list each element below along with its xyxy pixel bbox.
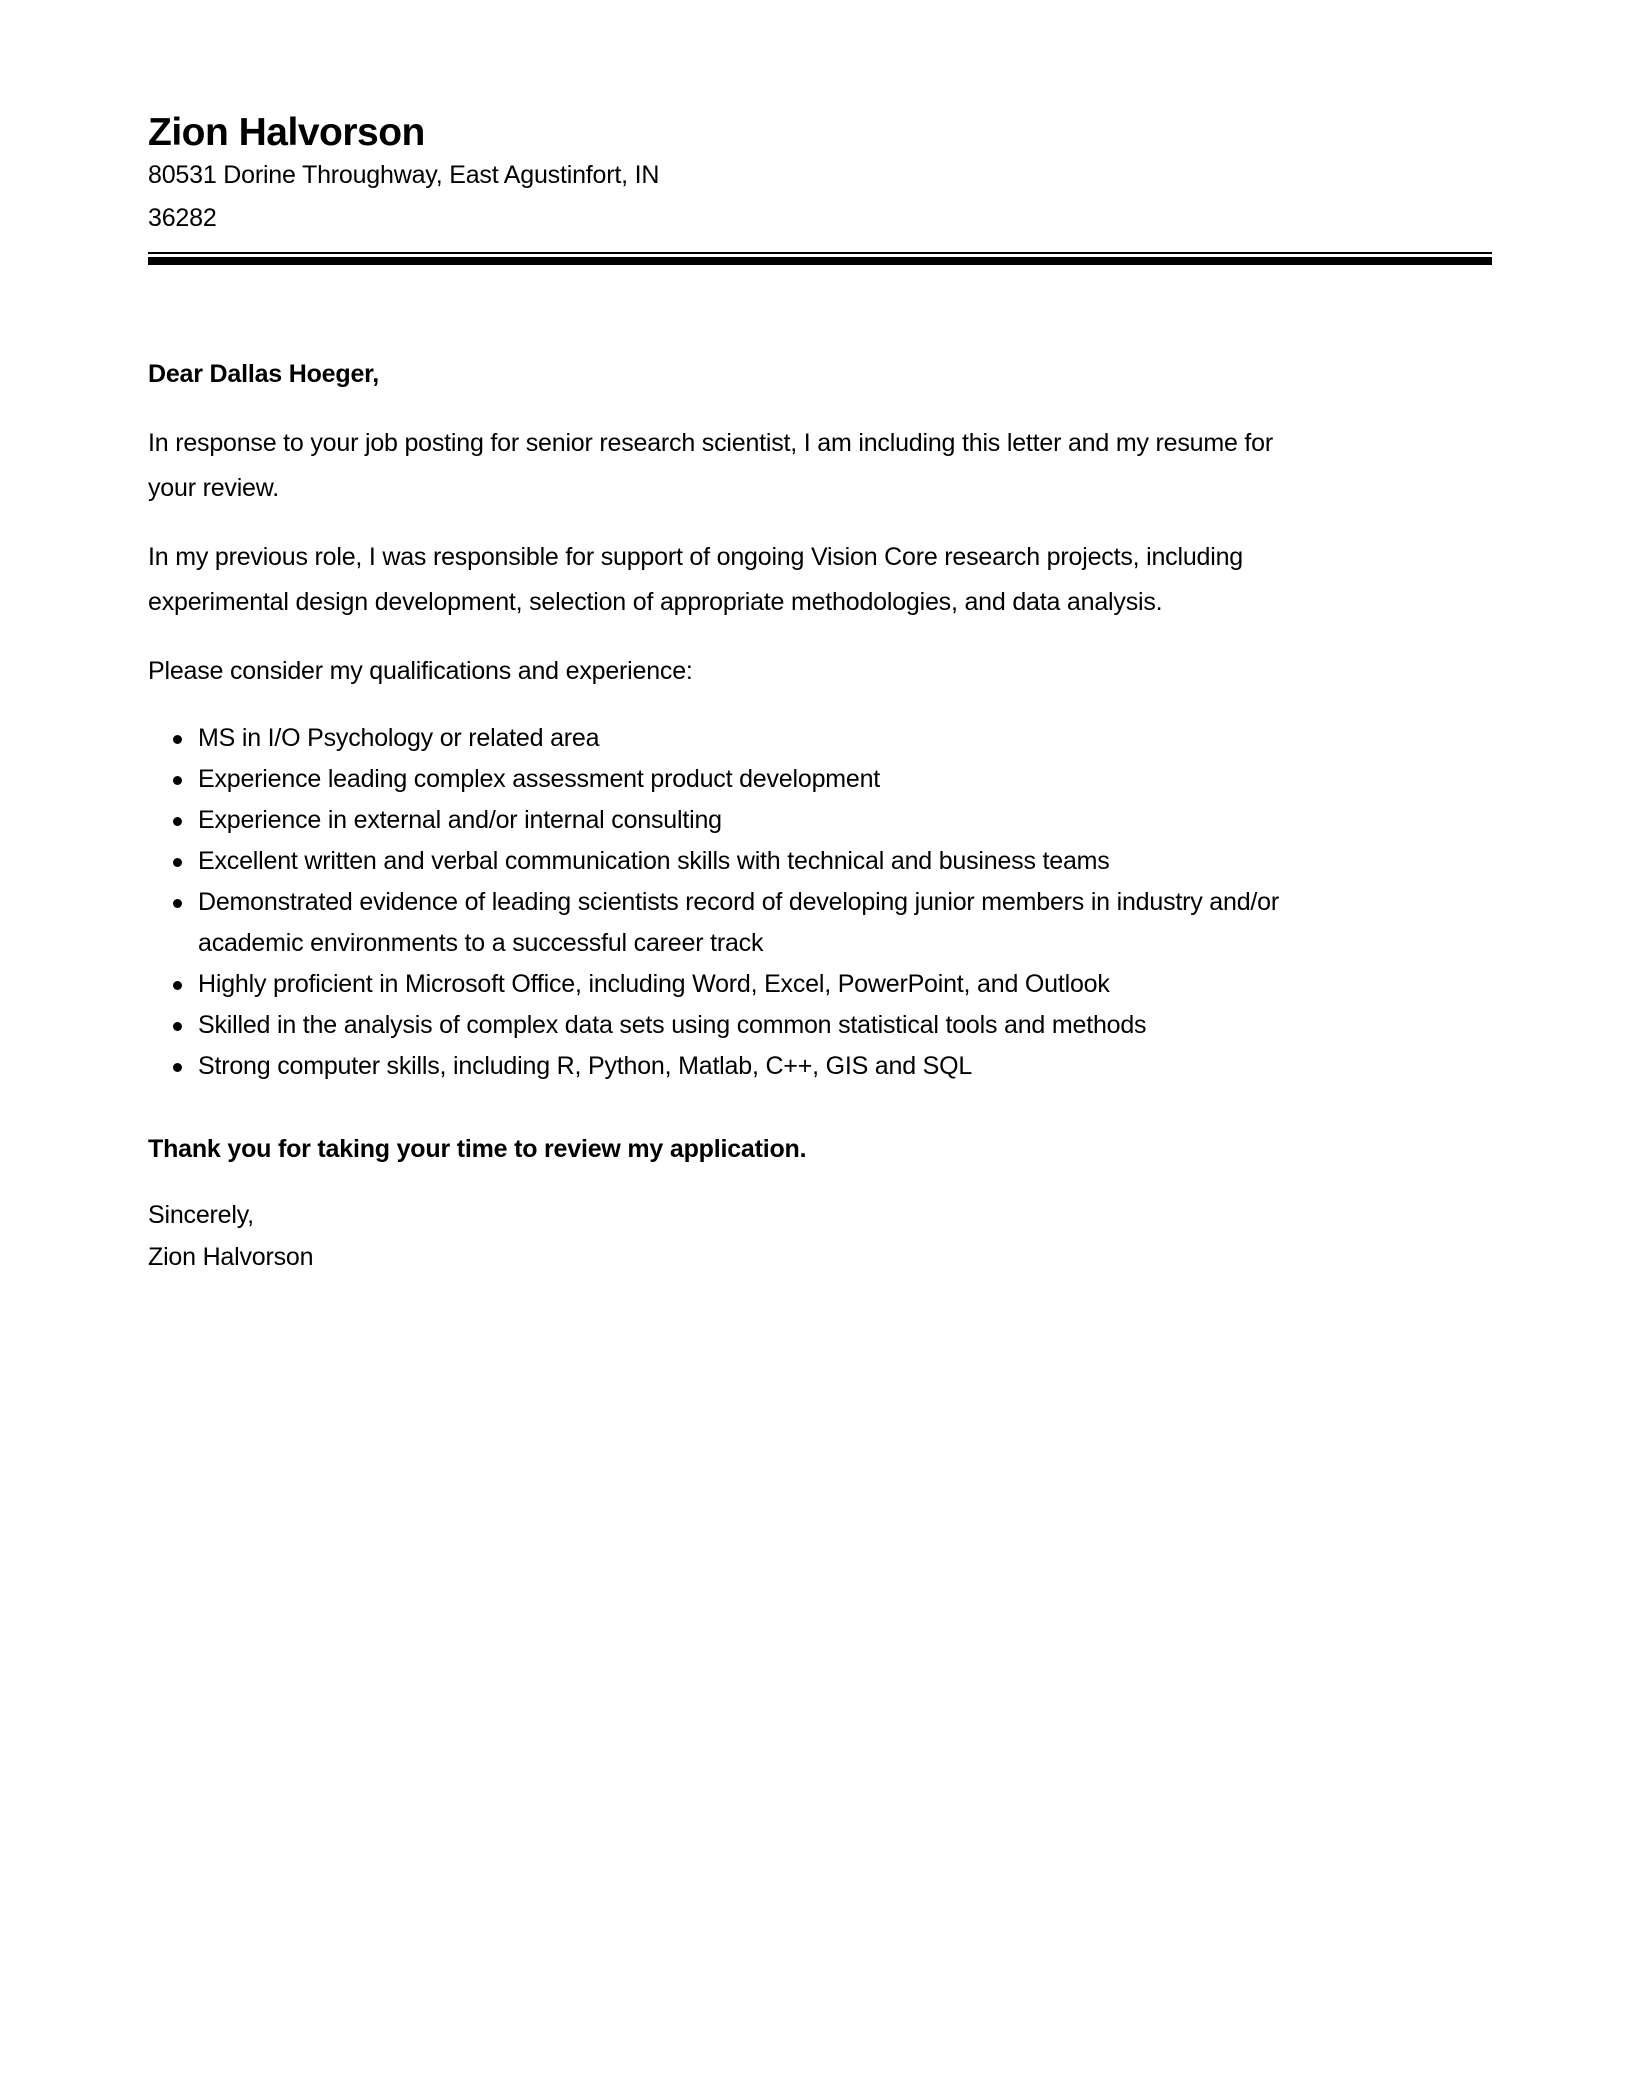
bullet-icon	[173, 776, 182, 785]
text-line: MS in I/O Psychology or related area	[198, 724, 600, 752]
bullet-icon	[173, 899, 182, 908]
text-line: your review.	[148, 474, 279, 502]
text-line: Excellent written and verbal communication skills with technical and business teams	[198, 847, 1110, 875]
bullet-icon	[173, 981, 182, 990]
valediction: Sincerely,	[148, 1201, 254, 1229]
sender-name: Zion Halvorson	[148, 111, 425, 154]
bullet-icon	[173, 1063, 182, 1072]
list-item	[148, 1005, 1492, 1046]
list-item	[148, 841, 1492, 882]
divider-thick-line	[148, 257, 1492, 265]
divider-thin-line	[148, 252, 1492, 254]
list-item	[148, 718, 1492, 759]
text-line: Skilled in the analysis of complex data sets using common statistical tools and methods	[198, 1011, 1147, 1039]
text-line: Please consider my qualifications and experience:	[148, 657, 693, 685]
signature-name: Zion Halvorson	[148, 1243, 314, 1271]
text-line: Experience in external and/or internal consulting	[198, 806, 722, 834]
signoff-block	[148, 1194, 1492, 1278]
sender-header	[148, 112, 1492, 240]
text-line: Highly proficient in Microsoft Office, including Word, Excel, PowerPoint, and Outlook	[198, 970, 1110, 998]
text-line: Experience leading complex assessment product development	[198, 765, 881, 793]
bullet-icon	[173, 858, 182, 867]
text-line: In response to your job posting for senior research scientist, I am including this letter and my resume for	[148, 429, 1273, 457]
paragraph-intro	[148, 421, 1492, 511]
text-line: Strong computer skills, including R, Python, Matlab, C++, GIS and SQL	[198, 1052, 973, 1080]
bullet-icon	[173, 1022, 182, 1031]
list-item	[148, 800, 1492, 841]
list-item	[148, 759, 1492, 800]
list-item	[148, 882, 1492, 964]
text-line: Demonstrated evidence of leading scientists record of developing junior members in industry and/or	[198, 888, 1279, 916]
salutation: Dear Dallas Hoeger,	[148, 360, 380, 388]
bullet-icon	[173, 817, 182, 826]
list-item	[148, 964, 1492, 1005]
sender-address-line-2: 36282	[148, 204, 217, 232]
bullet-icon	[173, 735, 182, 744]
header-divider	[148, 252, 1492, 265]
text-line: academic environments to a successful career track	[198, 929, 764, 957]
sender-address-line-1: 80531 Dorine Throughway, East Agustinfort, IN	[148, 161, 660, 189]
qualifications-list	[148, 718, 1492, 1087]
text-line: In my previous role, I was responsible for support of ongoing Vision Core research projects, including	[148, 543, 1243, 571]
paragraph-previous-role	[148, 535, 1492, 625]
text-line: experimental design development, selection of appropriate methodologies, and data analysis.	[148, 588, 1163, 616]
paragraph-qualifications-lead	[148, 649, 1492, 694]
list-item	[148, 1046, 1492, 1087]
closing-statement: Thank you for taking your time to review my application.	[148, 1135, 807, 1163]
